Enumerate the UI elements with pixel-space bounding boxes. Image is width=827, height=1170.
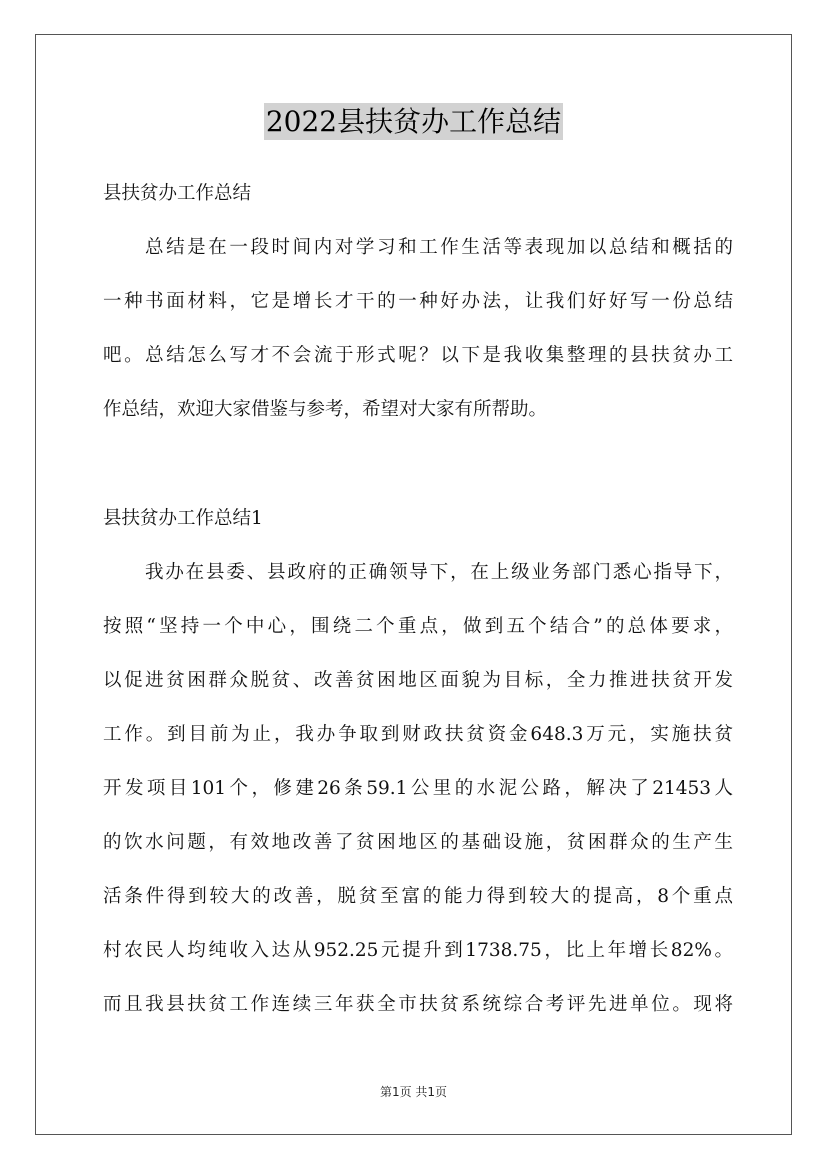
section-line: 村农民人均纯收入达从952.25元提升到1738.75，比上年增长82%。 — [103, 940, 733, 961]
page-footer: 第1页 共1页 — [379, 1085, 448, 1099]
intro-line: 总结是在一段时间内对学习和工作生活等表现加以总结和概括的 — [145, 237, 733, 258]
section-line: 开发项目101个，修建26条59.1公里的水泥公路，解决了21453人 — [103, 778, 733, 799]
section-line: 而且我县扶贫工作连续三年获全市扶贫系统综合考评先进单位。现将 — [103, 994, 733, 1015]
section-line: 活条件得到较大的改善，脱贫至富的能力得到较大的提高，8个重点 — [103, 886, 733, 907]
section-line: 工作。到目前为止，我办争取到财政扶贫资金648.3万元，实施扶贫 — [103, 724, 733, 745]
intro-line: 一种书面材料，它是增长才干的一种好办法，让我们好好写一份总结 — [103, 291, 733, 312]
section-line: 的饮水问题，有效地改善了贫困地区的基础设施，贫困群众的生产生 — [103, 832, 733, 853]
section-heading: 县扶贫办工作总结1 — [103, 508, 263, 529]
section-line: 按照“坚持一个中心，围绕二个重点，做到五个结合”的总体要求， — [103, 616, 733, 637]
document-title — [0, 100, 827, 144]
section-line: 以促进贫困群众脱贫、改善贫困地区面貌为目标，全力推进扶贫开发 — [103, 670, 733, 691]
intro-line: 作总结，欢迎大家借鉴与参考，希望对大家有所帮助。 — [103, 399, 548, 420]
document-title-text: 2022县扶贫办工作总结 — [265, 105, 562, 138]
subtitle: 县扶贫办工作总结 — [103, 183, 252, 204]
section-line: 我办在县委、县政府的正确领导下，在上级业务部门悉心指导下， — [145, 562, 733, 583]
intro-line: 吧。总结怎么写才不会流于形式呢？以下是我收集整理的县扶贫办工 — [103, 345, 733, 366]
